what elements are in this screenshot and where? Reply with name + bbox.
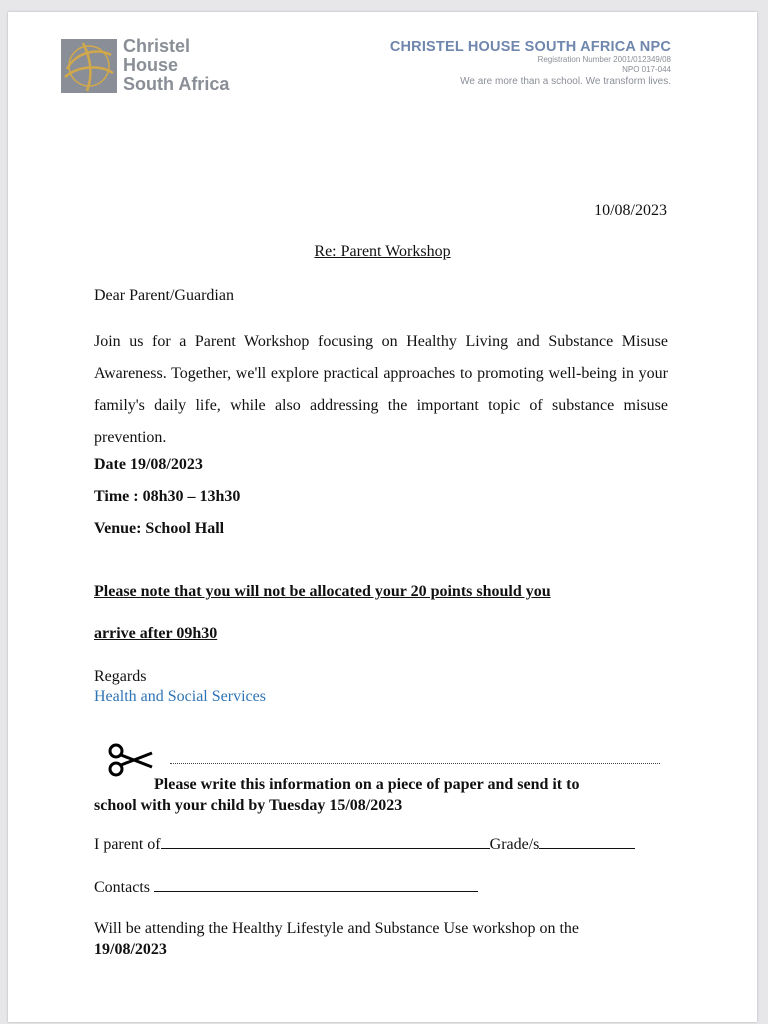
organization-name: CHRISTEL HOUSE SOUTH AFRICA NPC xyxy=(389,39,671,55)
points-notice-line-1: Please note that you will not be allocated your 20 points should you xyxy=(94,583,551,600)
npo-number: NPO 017-044 xyxy=(622,65,671,74)
parent-of-label: I parent of xyxy=(94,836,161,853)
grade-label: Grade/s xyxy=(489,836,540,853)
return-slip-instructions xyxy=(94,774,674,816)
workshop-venue: Venue: School Hall xyxy=(94,520,225,537)
letter-subject: Re: Parent Workshop xyxy=(314,243,451,260)
parent-of-field xyxy=(94,834,635,854)
contacts-label: Contacts xyxy=(94,879,150,896)
letter-date: 10/08/2023 xyxy=(594,202,667,219)
logo-wordmark xyxy=(123,37,229,94)
letterhead-details xyxy=(390,39,671,88)
instruction-line-1: Please write this information on a piece of paper and send it to xyxy=(154,776,580,793)
letter-page xyxy=(8,12,757,1022)
workshop-date: Date 19/08/2023 xyxy=(94,456,203,473)
logo-line-2: House xyxy=(123,55,179,75)
parent-of-blank-line xyxy=(161,834,490,849)
points-notice-line-2: arrive after 09h30 xyxy=(94,625,218,642)
grade-blank-line xyxy=(539,834,635,849)
tagline: We are more than a school. We transform lives. xyxy=(460,76,671,87)
cut-line xyxy=(170,763,660,764)
christel-house-logo-icon xyxy=(61,39,117,93)
body-paragraph: Join us for a Parent Workshop focusing on Healthy Living and Substance Misuse Awareness. Together, we'll explore practical approaches to promoting well-being in your family's daily life, while also addressing the important topic of substance misuse prevention. xyxy=(94,333,668,446)
instruction-line-2: school with your child by Tuesday 15/08/2023 xyxy=(94,797,403,814)
regards: Regards xyxy=(94,668,147,685)
attendance-date: 19/08/2023 xyxy=(94,941,167,958)
salutation: Dear Parent/Guardian xyxy=(94,287,234,304)
workshop-time: Time : 08h30 – 13h30 xyxy=(94,488,241,505)
contacts-blank-line xyxy=(154,877,478,892)
attendance-statement xyxy=(94,918,674,960)
logo-line-1: Christel xyxy=(123,36,191,56)
scissors-icon xyxy=(108,743,154,777)
registration-number: Registration Number 2001/012349/08 xyxy=(537,55,671,64)
logo-line-3: South Africa xyxy=(123,74,230,94)
contacts-field xyxy=(94,877,478,897)
attendance-text: Will be attending the Healthy Lifestyle and Substance Use workshop on the xyxy=(94,920,580,937)
signoff-department: Health and Social Services xyxy=(94,688,266,705)
